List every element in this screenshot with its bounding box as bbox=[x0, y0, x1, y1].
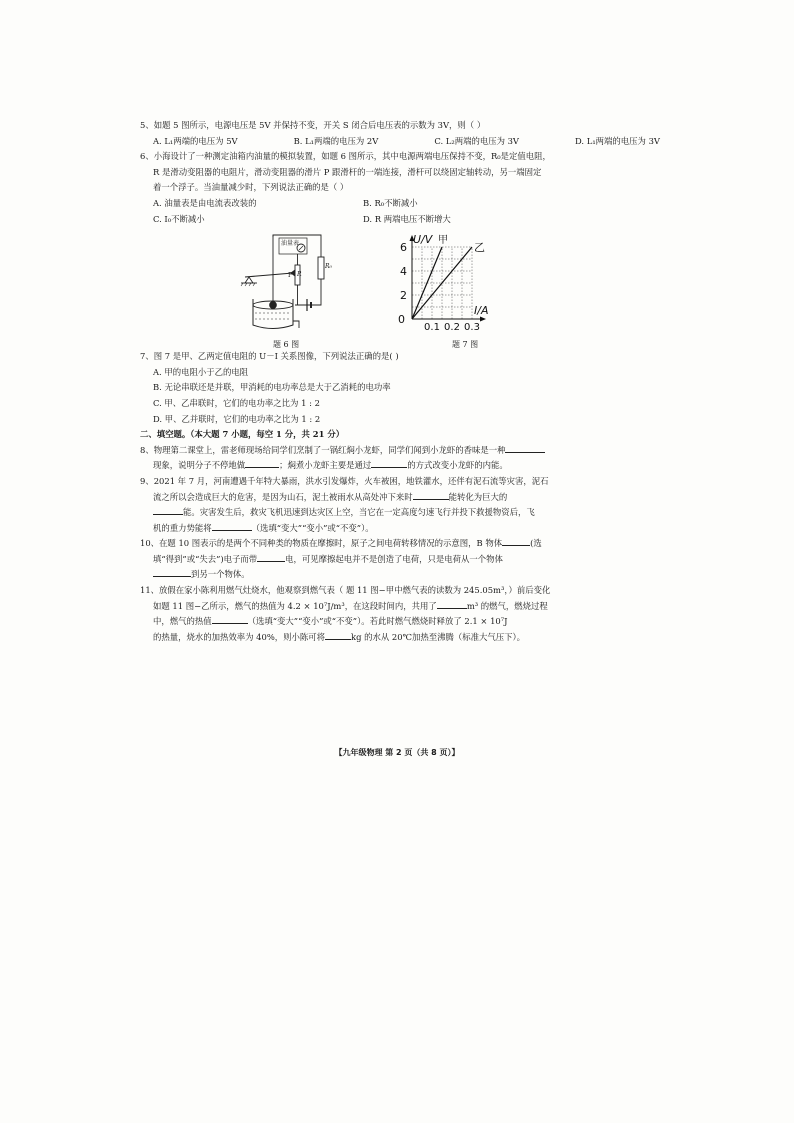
fig6-meter-needle bbox=[299, 246, 303, 250]
q11-text-e: （选填“变大”“变小”或“不变”）。若此时燃气燃烧时释放了 2.1 × 10⁷J bbox=[247, 616, 508, 627]
question-6-line-2: R 是滑动变阻器的电阻片，滑动变阻器的滑片 P 跟滑杆的一端连接，滑杆可以绕固定轴转动，另一端固定 bbox=[153, 166, 542, 177]
question-11-line-4 bbox=[140, 630, 660, 646]
question-6-line-3: 着一个浮子。当油量减少时，下列说法正确的是（ ） bbox=[153, 182, 349, 193]
question-5-options bbox=[140, 134, 660, 150]
fig6-hatch-2 bbox=[245, 283, 247, 286]
question-10-line-2 bbox=[140, 552, 660, 568]
question-7-option-a: A. 甲的电阻小于乙的电阻 bbox=[153, 366, 249, 377]
fig6-r0-label: R₀ bbox=[325, 263, 332, 271]
question-10-line-1 bbox=[140, 536, 660, 552]
q9-text-b: 流之所以会造成巨大的危害，是因为山石，泥土被雨水从高处冲下来时 bbox=[153, 491, 413, 502]
q11-text-b: 如题 11 图−乙所示，燃气的热值为 4.2 × 10⁷J/m³，在这段时间内，共用了 bbox=[153, 600, 437, 611]
q10-text-b: (选 bbox=[530, 538, 542, 549]
fig7-x-arrow bbox=[480, 317, 486, 322]
question-6-line-1: 6、小海设计了一种测定油箱内油量的模拟装置，如题 6 图所示，其中电源两端电压保持不变，R₀是定值电阻， bbox=[140, 151, 551, 162]
question-5-option-b: B. L₁两端的电压为 2V bbox=[293, 135, 379, 146]
q8-text-a: 8、物理第二课堂上，雷老师现场给同学们烹制了一锅红焖小龙虾，同学们闻到小龙虾的香味是一种 bbox=[140, 444, 506, 455]
question-7-stem: 7、图 7 是甲、乙两定值电阻的 U－I 关系图像，下列说法正确的是( ) bbox=[140, 351, 399, 362]
q8-text-b: 现象，说明分子不停地做 bbox=[153, 460, 246, 471]
q10-text-e: 到另一个物体。 bbox=[191, 569, 250, 580]
q11-text-g: kg 的水从 20℃加热至沸腾（标准大气压下）。 bbox=[351, 631, 525, 642]
fig6-r-label: R bbox=[297, 271, 302, 279]
fig7-caption: 题 7 图 bbox=[452, 340, 479, 350]
q10-text-d: 电，可见摩擦起电并不是创造了电荷，只是电荷从一个物体 bbox=[285, 553, 503, 564]
q8-blank-2[interactable] bbox=[245, 458, 279, 468]
question-9-line-3 bbox=[140, 505, 660, 521]
fig7-x-axis-label: I/A bbox=[474, 304, 489, 318]
figure-7-chart bbox=[390, 229, 520, 333]
q9-blank-2[interactable] bbox=[153, 505, 183, 515]
question-6-options bbox=[140, 196, 660, 227]
question-8-line-1 bbox=[140, 443, 660, 459]
fig6-float bbox=[270, 302, 277, 309]
q9-text-f: （选填“变大”“变小”或“不变”）。 bbox=[251, 522, 374, 533]
section-2-heading: 二、填空题。（本大题 7 小题，每空 1 分，共 21 分） bbox=[140, 429, 345, 440]
q10-blank-3[interactable] bbox=[153, 567, 191, 577]
q11-blank-2[interactable] bbox=[212, 614, 248, 624]
question-5-option-d: D. L₁两端的电压为 3V bbox=[575, 135, 660, 146]
fig7-y-tick-label: 4 bbox=[400, 265, 407, 279]
question-5-option-a: A. L₁两端的电压为 5V bbox=[153, 135, 238, 146]
question-5-stem: 5、如题 5 图所示，电源电压是 5V 并保持不变，开关 S 闭合后电压表的示数为 3V，则（ ） bbox=[140, 120, 486, 130]
fig6-lever bbox=[245, 273, 293, 277]
fig6-r0-resistor bbox=[318, 257, 324, 279]
fig6-oil-hatch bbox=[255, 313, 291, 319]
q9-blank-3[interactable] bbox=[212, 521, 252, 531]
fig7-y-axis-label: U/V bbox=[413, 233, 433, 247]
q10-blank-2[interactable] bbox=[257, 552, 285, 562]
fig6-caption: 题 6 图 bbox=[273, 340, 300, 350]
question-7-option-d: D. 甲、乙并联时，它们的电功率之比为 1 : 2 bbox=[153, 413, 321, 424]
fig7-y-tick-label: 6 bbox=[400, 241, 407, 255]
question-7-option-c: C. 甲、乙串联时，它们的电功率之比为 1 : 2 bbox=[153, 397, 320, 408]
q10-text-a: 10、在题 10 图表示的是两个不同种类的物质在摩擦时，原子之间电荷转移情况的示意图，B 物体 bbox=[140, 538, 503, 549]
question-5-option-c: C. L₂两端的电压为 3V bbox=[434, 135, 519, 146]
fig6-pivot bbox=[245, 277, 253, 283]
q9-blank-1[interactable] bbox=[413, 490, 449, 500]
page-footer: 【九年级物理 第 2 页（共 8 页）】 bbox=[334, 748, 460, 757]
fig7-x-tick-label: 0.3 bbox=[464, 322, 480, 334]
q9-text-e: 机的重力势能将 bbox=[153, 522, 212, 533]
question-10-line-3 bbox=[140, 567, 660, 583]
figures-row bbox=[140, 229, 660, 350]
q8-blank-1[interactable] bbox=[505, 443, 545, 453]
question-9-line-1: 9、2021 年 7 月，河南遭遇千年特大暴雨，洪水引发爆炸，火车被困，地铁灌水，还伴有泥石流等灾害，泥石 bbox=[140, 475, 549, 486]
question-11-line-2 bbox=[140, 599, 660, 615]
fig7-y-tick-label: 2 bbox=[400, 289, 407, 303]
question-11-line-1: 11、放假在家小陈利用燃气灶烧水，他观察到燃气表（ 题 11 图−甲中燃气表的读数为 245.05m³，）前后变化 bbox=[140, 585, 551, 596]
question-6-option-b: B. R₀不断减小 bbox=[363, 197, 418, 208]
fig7-origin-label: 0 bbox=[398, 313, 405, 327]
q11-blank-1[interactable] bbox=[437, 599, 467, 609]
q10-blank-1[interactable] bbox=[502, 536, 530, 546]
question-6-option-d: D. R 两端电压不断增大 bbox=[363, 213, 451, 224]
q9-text-d: 能。灾害发生后，救灾飞机迅速到达灾区上空，当它在一定高度匀速飞行并投下救援物资后，飞 bbox=[183, 507, 535, 518]
fig6-hatch-4 bbox=[253, 283, 255, 286]
q9-text-c: 能转化为巨大的 bbox=[448, 491, 508, 502]
question-9-line-2 bbox=[140, 490, 660, 506]
q8-text-d: 的方式改变小龙虾的内能。 bbox=[407, 460, 508, 471]
page-content bbox=[140, 118, 660, 645]
fig7-x-tick-label: 0.1 bbox=[424, 322, 440, 334]
fig6-hatch-3 bbox=[249, 283, 251, 286]
q11-text-f: 的热量，烧水的加热效率为 40%，则小陈可将 bbox=[153, 631, 326, 642]
q11-text-c: m³ 的燃气，燃烧过程 bbox=[466, 600, 548, 611]
q11-blank-3[interactable] bbox=[325, 630, 351, 640]
q8-blank-3[interactable] bbox=[371, 458, 407, 468]
fig7-x-tick-label: 0.2 bbox=[444, 322, 460, 334]
question-7-option-b: B. 无论串联还是并联，甲消耗的电功率总是大于乙消耗的电功率 bbox=[153, 382, 391, 393]
q8-text-c: ；焖煮小龙虾主要是通过 bbox=[279, 460, 372, 471]
q10-text-c: 填“得到”或“失去”)电子而带 bbox=[153, 553, 258, 564]
question-6-option-a: A. 油量表是由电流表改装的 bbox=[153, 197, 257, 208]
question-8-line-2 bbox=[140, 458, 660, 474]
fig6-outlet bbox=[293, 321, 299, 328]
question-11-line-3 bbox=[140, 614, 660, 630]
fig6-p-label: P bbox=[288, 272, 293, 280]
fig7-series-yi-label: 乙 bbox=[474, 241, 485, 255]
fig7-series-jia-label: 甲 bbox=[438, 235, 448, 247]
question-6-option-c: C. I₀不断减小 bbox=[153, 213, 205, 224]
q11-text-d: 中，燃气的热值 bbox=[153, 616, 212, 627]
question-7-options bbox=[140, 365, 660, 427]
question-9-line-4 bbox=[140, 521, 660, 537]
fig6-hatch-1 bbox=[241, 283, 243, 286]
fig6-meter-label: 油量表 bbox=[281, 240, 300, 248]
